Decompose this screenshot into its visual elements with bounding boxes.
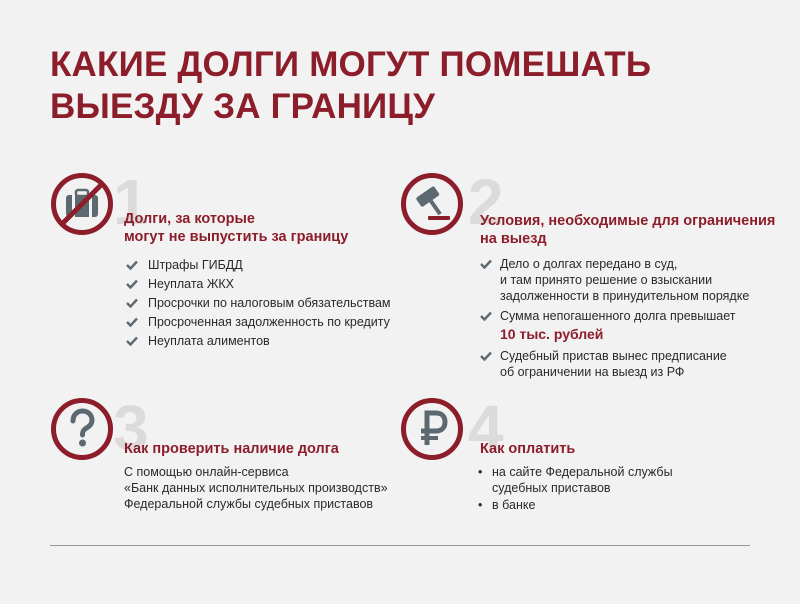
list-item bbox=[126, 314, 391, 330]
list-item-text: Неуплата ЖКХ bbox=[148, 277, 234, 291]
list-item bbox=[480, 348, 749, 380]
list-item bbox=[476, 497, 673, 513]
title-line-2: ВЫЕЗДУ ЗА ГРАНИЦУ bbox=[50, 87, 436, 126]
gavel-icon bbox=[400, 172, 464, 236]
check-icon bbox=[480, 258, 492, 270]
bullet-icon: • bbox=[478, 498, 483, 512]
list-item-text: Просроченная задолженность по кредиту bbox=[148, 315, 390, 329]
section-4-heading: Как оплатить bbox=[480, 441, 576, 457]
section-1-list bbox=[126, 257, 391, 352]
section-2-heading-line-1: Условия, необходимые для ограничения bbox=[480, 213, 776, 229]
list-item-text: судебных приставов bbox=[492, 481, 611, 495]
bottom-divider bbox=[50, 545, 750, 546]
section-3-text-line-1: С помощью онлайн-сервиса bbox=[124, 465, 289, 479]
section-1-heading-line-1: Долги, за которые bbox=[124, 211, 255, 227]
list-item bbox=[126, 295, 391, 311]
section-4-number: 4 bbox=[468, 392, 504, 464]
check-icon bbox=[126, 297, 138, 309]
list-item bbox=[480, 256, 749, 304]
section-3-text-line-2: «Банк данных исполнительных производств» bbox=[124, 481, 388, 495]
check-icon bbox=[480, 350, 492, 362]
list-item-text: об ограничении на выезд из РФ bbox=[500, 365, 685, 379]
section-1-heading-line-2: могут не выпустить за границу bbox=[124, 229, 349, 245]
section-3-number: 3 bbox=[113, 392, 149, 464]
list-item bbox=[126, 257, 391, 273]
bullet-icon: • bbox=[478, 465, 483, 479]
debt-threshold-value: 10 тыс. рублей bbox=[500, 326, 604, 342]
check-icon bbox=[126, 316, 138, 328]
check-icon bbox=[126, 335, 138, 347]
check-icon bbox=[126, 278, 138, 290]
title-line-1: КАКИЕ ДОЛГИ МОГУТ ПОМЕШАТЬ bbox=[50, 45, 652, 84]
list-item-text: Просрочки по налоговым обязательствам bbox=[148, 296, 391, 310]
list-item-text: задолженности в принудительном порядке bbox=[500, 289, 750, 303]
question-icon bbox=[50, 397, 114, 461]
list-item bbox=[480, 308, 749, 344]
list-item-text: Судебный пристав вынес предписание bbox=[500, 349, 727, 363]
list-item-text: и там принято решение о взыскании bbox=[500, 273, 713, 287]
ruble-icon bbox=[400, 397, 464, 461]
list-item bbox=[126, 276, 391, 292]
list-item-text: Дело о долгах передано в суд, bbox=[500, 257, 678, 271]
list-item bbox=[126, 333, 391, 349]
no-suitcase-icon bbox=[50, 172, 114, 236]
section-2-list bbox=[480, 256, 749, 384]
section-4-list bbox=[476, 464, 673, 514]
section-3-text bbox=[124, 464, 388, 512]
list-item bbox=[476, 464, 673, 496]
list-item-text: на сайте Федеральной службы bbox=[492, 465, 673, 479]
section-2-heading-line-2: на выезд bbox=[480, 231, 547, 247]
list-item-text: Сумма непогашенного долга превышает bbox=[500, 309, 736, 323]
check-icon bbox=[480, 310, 492, 322]
check-icon bbox=[126, 259, 138, 271]
section-3-heading: Как проверить наличие долга bbox=[124, 441, 339, 457]
page-title bbox=[50, 44, 750, 128]
section-1-number: 1 bbox=[113, 166, 149, 238]
list-item-text: Неуплата алиментов bbox=[148, 334, 270, 348]
section-1-heading bbox=[124, 210, 348, 246]
list-item-text: Штрафы ГИБДД bbox=[148, 258, 243, 272]
list-item-text: в банке bbox=[492, 498, 536, 512]
section-3-text-line-3: Федеральной службы судебных приставов bbox=[124, 497, 374, 511]
section-2-heading bbox=[480, 212, 775, 248]
section-2-number: 2 bbox=[468, 166, 504, 238]
